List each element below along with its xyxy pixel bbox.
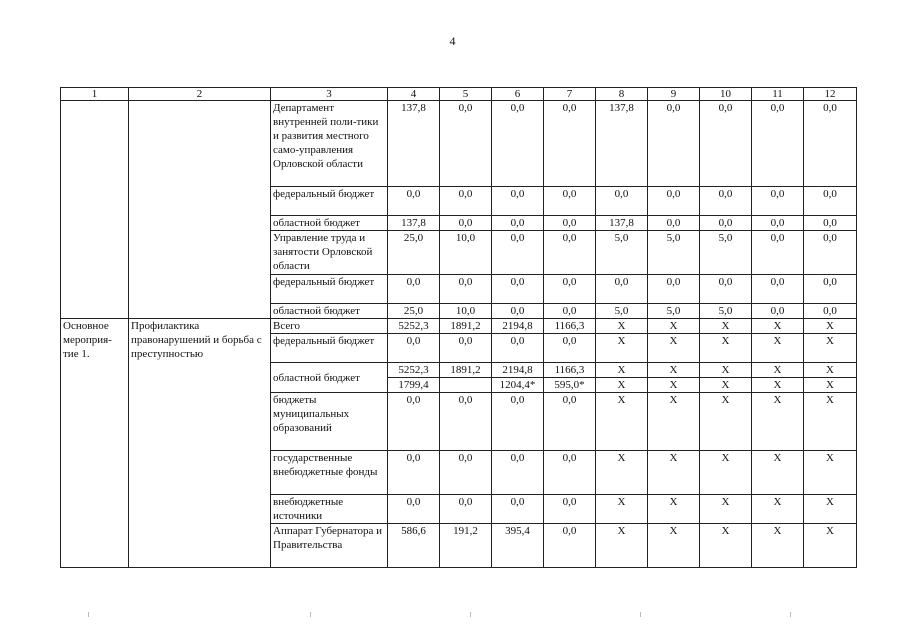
value-cell: 191,2 <box>440 524 492 568</box>
header-cell: 12 <box>804 88 857 101</box>
value-cell: 0,0 <box>596 275 648 304</box>
activity-name: Основное мероприя-тие 1. <box>61 319 129 568</box>
header-cell: 9 <box>648 88 700 101</box>
value-cell: Х <box>596 451 648 495</box>
value-cell: 0,0 <box>492 393 544 451</box>
value-cell: 0,0 <box>700 216 752 231</box>
source-cell: федеральный бюджет <box>271 187 388 216</box>
value-cell: Х <box>648 524 700 568</box>
header-cell: 6 <box>492 88 544 101</box>
value-cell: Х <box>804 334 857 363</box>
value-cell: Х <box>596 319 648 334</box>
value-cell: Х <box>700 524 752 568</box>
value-cell: 0,0 <box>544 275 596 304</box>
value-cell: Х <box>700 378 752 393</box>
value-cell: Х <box>804 451 857 495</box>
value-cell: 1166,3 <box>544 319 596 334</box>
value-cell: 0,0 <box>492 334 544 363</box>
value-cell: Х <box>648 378 700 393</box>
value-cell: 0,0 <box>492 216 544 231</box>
value-cell: 5,0 <box>648 304 700 319</box>
value-cell: Х <box>804 524 857 568</box>
value-cell: 5,0 <box>700 231 752 275</box>
value-cell: 0,0 <box>440 393 492 451</box>
scan-mark <box>88 612 89 617</box>
value-cell: Х <box>804 393 857 451</box>
value-cell: 0,0 <box>544 451 596 495</box>
header-cell: 1 <box>61 88 129 101</box>
value-cell: 586,6 <box>388 524 440 568</box>
header-cell: 4 <box>388 88 440 101</box>
value-cell: 0,0 <box>700 187 752 216</box>
page-number: 4 <box>449 34 456 48</box>
value-cell: 0,0 <box>388 451 440 495</box>
value-cell: 0,0 <box>804 216 857 231</box>
value-cell: Х <box>648 451 700 495</box>
value-cell: 0,0 <box>492 101 544 187</box>
value-cell: Х <box>752 378 804 393</box>
value-cell: 0,0 <box>752 275 804 304</box>
value-cell: 25,0 <box>388 231 440 275</box>
source-cell: внебюджетные источники <box>271 495 388 524</box>
budget-table <box>60 87 857 568</box>
header-cell: 7 <box>544 88 596 101</box>
value-cell: 395,4 <box>492 524 544 568</box>
value-cell: 1204,4* <box>492 378 544 393</box>
value-cell: 0,0 <box>440 187 492 216</box>
value-cell: Х <box>596 495 648 524</box>
value-cell: 0,0 <box>648 216 700 231</box>
value-cell: 0,0 <box>752 304 804 319</box>
value-cell: 0,0 <box>544 101 596 187</box>
value-cell: 2194,8 <box>492 363 544 378</box>
value-cell: 1166,3 <box>544 363 596 378</box>
value-cell: 0,0 <box>544 216 596 231</box>
value-cell: 595,0* <box>544 378 596 393</box>
value-cell: Х <box>752 495 804 524</box>
source-cell: федеральный бюджет <box>271 275 388 304</box>
value-cell <box>440 378 492 393</box>
value-cell: 0,0 <box>492 304 544 319</box>
value-cell: 0,0 <box>492 495 544 524</box>
value-cell: 0,0 <box>804 304 857 319</box>
value-cell: 5252,3 <box>388 319 440 334</box>
value-cell: 0,0 <box>440 275 492 304</box>
value-cell: Х <box>700 319 752 334</box>
value-cell: 0,0 <box>544 304 596 319</box>
value-cell: Х <box>700 495 752 524</box>
value-cell: Х <box>752 363 804 378</box>
value-cell: 0,0 <box>544 524 596 568</box>
value-cell: 5,0 <box>648 231 700 275</box>
value-cell: 0,0 <box>492 275 544 304</box>
value-cell: 0,0 <box>440 495 492 524</box>
value-cell: Х <box>804 495 857 524</box>
value-cell: 0,0 <box>388 393 440 451</box>
table-row <box>61 101 857 187</box>
value-cell: Х <box>804 363 857 378</box>
description-cell-empty <box>129 101 271 319</box>
value-cell: Х <box>752 393 804 451</box>
header-cell: 2 <box>129 88 271 101</box>
value-cell: Х <box>804 319 857 334</box>
header-row <box>61 88 857 101</box>
activity-description: Профилактика правонарушений и борьба с преступностью <box>129 319 271 568</box>
value-cell: 2194,8 <box>492 319 544 334</box>
value-cell: 0,0 <box>648 187 700 216</box>
activity-cell-empty <box>61 101 129 319</box>
value-cell: 0,0 <box>440 101 492 187</box>
header-cell: 11 <box>752 88 804 101</box>
header-cell: 10 <box>700 88 752 101</box>
value-cell: 137,8 <box>388 216 440 231</box>
value-cell: 1799,4 <box>388 378 440 393</box>
value-cell: 5,0 <box>596 304 648 319</box>
value-cell: 0,0 <box>388 334 440 363</box>
value-cell: 0,0 <box>752 231 804 275</box>
source-cell: бюджеты муниципальных образований <box>271 393 388 451</box>
value-cell: 0,0 <box>804 101 857 187</box>
value-cell: 0,0 <box>492 231 544 275</box>
value-cell: Х <box>648 495 700 524</box>
value-cell: 0,0 <box>492 451 544 495</box>
scan-mark <box>790 612 791 617</box>
value-cell: 0,0 <box>544 495 596 524</box>
value-cell: Х <box>752 334 804 363</box>
value-cell: 5252,3 <box>388 363 440 378</box>
source-cell: областной бюджет <box>271 216 388 231</box>
header-cell: 5 <box>440 88 492 101</box>
value-cell: Х <box>596 393 648 451</box>
value-cell: 0,0 <box>440 451 492 495</box>
value-cell: 0,0 <box>752 216 804 231</box>
header-cell: 8 <box>596 88 648 101</box>
value-cell: 0,0 <box>804 187 857 216</box>
value-cell: 0,0 <box>648 275 700 304</box>
value-cell: Х <box>648 393 700 451</box>
value-cell: 0,0 <box>440 334 492 363</box>
source-cell: Управление труда и занятости Орловской области <box>271 231 388 275</box>
value-cell: 0,0 <box>388 495 440 524</box>
value-cell: Х <box>700 363 752 378</box>
value-cell: 137,8 <box>596 216 648 231</box>
value-cell: 0,0 <box>596 187 648 216</box>
value-cell: 0,0 <box>492 187 544 216</box>
header-cell: 3 <box>271 88 388 101</box>
source-cell: областной бюджет <box>271 304 388 319</box>
value-cell: 0,0 <box>388 187 440 216</box>
value-cell: 5,0 <box>596 231 648 275</box>
value-cell: 5,0 <box>700 304 752 319</box>
value-cell: 10,0 <box>440 304 492 319</box>
scan-mark <box>470 612 471 617</box>
value-cell: 0,0 <box>388 275 440 304</box>
table-row <box>61 319 857 334</box>
scan-mark <box>310 612 311 617</box>
value-cell: 0,0 <box>544 334 596 363</box>
value-cell: Х <box>596 363 648 378</box>
value-cell: Х <box>648 319 700 334</box>
source-cell: областной бюджет <box>271 363 388 393</box>
value-cell: Х <box>752 319 804 334</box>
value-cell: Х <box>700 451 752 495</box>
value-cell: 137,8 <box>388 101 440 187</box>
value-cell: 0,0 <box>752 187 804 216</box>
source-cell: Департамент внутренней поли-тики и развития местного само-управления Орловской области <box>271 101 388 187</box>
value-cell: Х <box>700 334 752 363</box>
value-cell: 0,0 <box>700 275 752 304</box>
value-cell: Х <box>596 378 648 393</box>
value-cell: Х <box>596 524 648 568</box>
value-cell: 0,0 <box>752 101 804 187</box>
value-cell: Х <box>752 524 804 568</box>
value-cell: 137,8 <box>596 101 648 187</box>
value-cell: 0,0 <box>700 101 752 187</box>
value-cell: Х <box>648 334 700 363</box>
value-cell: Х <box>596 334 648 363</box>
value-cell: 0,0 <box>648 101 700 187</box>
value-cell: 0,0 <box>440 216 492 231</box>
source-cell: государственные внебюджетные фонды <box>271 451 388 495</box>
source-cell: федеральный бюджет <box>271 334 388 363</box>
value-cell: 0,0 <box>544 187 596 216</box>
value-cell: Х <box>752 451 804 495</box>
source-cell: Аппарат Губернатора и Правительства <box>271 524 388 568</box>
value-cell: 1891,2 <box>440 363 492 378</box>
value-cell: Х <box>648 363 700 378</box>
value-cell: 0,0 <box>804 231 857 275</box>
value-cell: 10,0 <box>440 231 492 275</box>
value-cell: Х <box>804 378 857 393</box>
value-cell: 0,0 <box>804 275 857 304</box>
value-cell: Х <box>700 393 752 451</box>
value-cell: 1891,2 <box>440 319 492 334</box>
scan-mark <box>640 612 641 617</box>
scan-edge-marks <box>0 612 905 622</box>
value-cell: 0,0 <box>544 231 596 275</box>
value-cell: 0,0 <box>544 393 596 451</box>
source-cell: Всего <box>271 319 388 334</box>
value-cell: 25,0 <box>388 304 440 319</box>
